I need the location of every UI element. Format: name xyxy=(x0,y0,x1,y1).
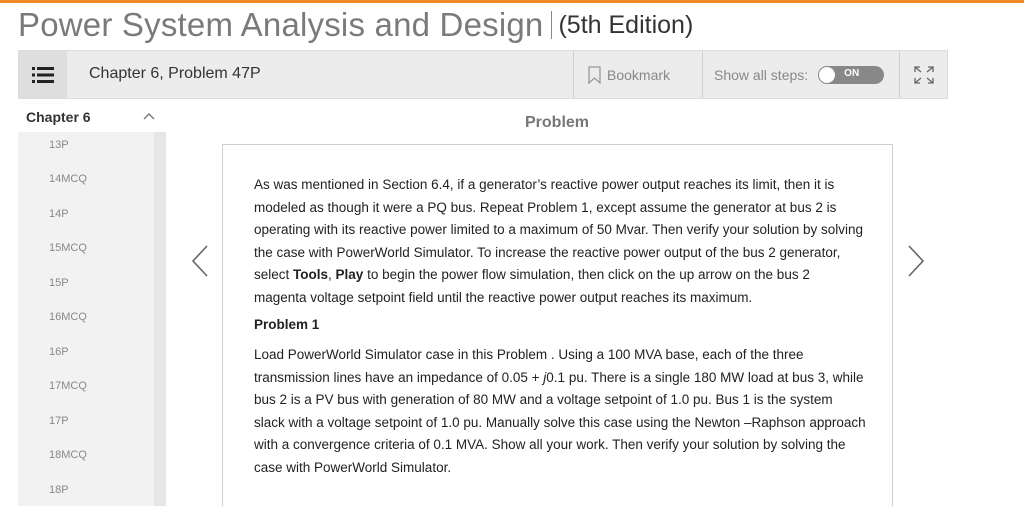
problem-item-14mcq[interactable]: 14MCQ xyxy=(49,173,87,185)
list-menu-icon xyxy=(32,67,54,83)
sidebar-scrollbar[interactable] xyxy=(154,132,166,506)
chevron-up-icon[interactable] xyxy=(143,112,155,120)
menu-term-tools: Tools xyxy=(293,267,329,283)
bookmark-button[interactable] xyxy=(573,51,703,98)
menu-term-play: Play xyxy=(335,267,364,283)
problem-item-16p[interactable]: 16P xyxy=(49,346,69,358)
problem-item-13p[interactable]: 13P xyxy=(49,139,69,151)
bookmark-label: Bookmark xyxy=(607,66,671,83)
show-steps-label: Show all steps: xyxy=(714,66,809,83)
chevron-left-icon[interactable] xyxy=(190,244,210,278)
problem-text-part: 0.1 pu. There is a single 180 MW load at bus 3, while bus 2 is a PV bus with generation of 80 MW and a voltage setpoint of 1.0 pu. Bus 1 is the system slack with a voltage setpoint of 1.0 pu. Manually solve this case using the Newton –Raphson approach with a convergence criteria of 0.1 MVA. Show all your work. Then verify your solution by solving the case with PowerWorld Simulator. xyxy=(254,369,866,475)
problem-text-part: Load PowerWorld Simulator case in this Problem . Using a 100 MVA base, each of the three transmission lines have an impedance of 0.05 + xyxy=(254,347,804,385)
show-steps xyxy=(714,51,884,98)
chapter-sidebar xyxy=(18,100,166,506)
problem-text-part: to begin the power flow simulation, then click on the up arrow on the bus 2 magenta voltage setpoint field until the reactive power output reaches its maximum. xyxy=(254,267,810,305)
problem-statement xyxy=(254,174,866,310)
problem-item-17mcq[interactable]: 17MCQ xyxy=(49,380,87,392)
show-steps-toggle[interactable] xyxy=(818,66,884,84)
accent-bar xyxy=(0,0,1024,3)
problem-item-14p[interactable]: 14P xyxy=(49,208,69,220)
problem-card xyxy=(222,144,893,506)
book-name: Power System Analysis and Design xyxy=(18,6,544,43)
problem-list xyxy=(18,132,154,506)
toolbar xyxy=(18,50,948,99)
menu-button[interactable] xyxy=(19,51,67,98)
expand-button[interactable] xyxy=(899,51,948,98)
problem-item-15p[interactable]: 15P xyxy=(49,277,69,289)
problem-item-18p[interactable]: 18P xyxy=(49,484,69,496)
problem-item-15mcq[interactable]: 15MCQ xyxy=(49,242,87,254)
chapter-label: Chapter 6 xyxy=(26,109,91,125)
problem-text-part: As was mentioned in Section 6.4, if a generator’s reactive power output reaches its limit, then it is modeled as though it were a PQ bus. Repeat Problem 1, except assume the generator at bus 2 is operating with its reactive power limited to a maximum of 50 Mvar. Then verify your solution by solving the case with PowerWorld Simulator. To increase the reactive power output of the bus 2 generator, select xyxy=(254,177,864,283)
title-divider xyxy=(551,11,552,39)
expand-icon xyxy=(913,65,935,85)
chapter-header[interactable] xyxy=(18,100,166,133)
chapter-problem-title: Chapter 6, Problem 47P xyxy=(89,65,261,82)
chevron-right-icon[interactable] xyxy=(906,244,926,278)
problem-subheading: Problem 1 xyxy=(254,317,320,332)
toggle-knob xyxy=(819,67,835,83)
problem-item-16mcq[interactable]: 16MCQ xyxy=(49,311,87,323)
book-edition: (5th Edition) xyxy=(558,10,694,39)
book-title xyxy=(18,4,693,46)
referenced-problem-text xyxy=(254,344,866,480)
toggle-label: ON xyxy=(844,67,860,79)
bookmark-icon xyxy=(588,66,601,84)
problem-item-17p[interactable]: 17P xyxy=(49,415,69,427)
problem-heading: Problem xyxy=(525,114,590,131)
problem-text-part: , xyxy=(328,267,336,283)
imaginary-unit: j xyxy=(543,369,547,385)
problem-item-18mcq[interactable]: 18MCQ xyxy=(49,449,87,461)
